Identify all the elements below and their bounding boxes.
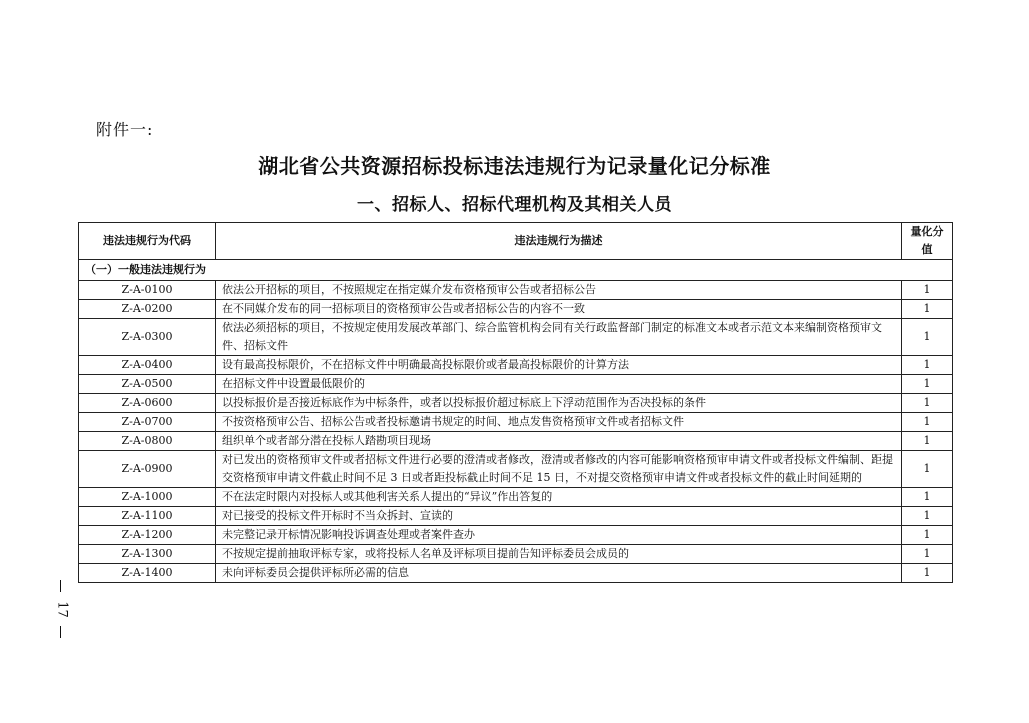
table-row (79, 451, 953, 488)
category-row (79, 260, 953, 281)
table-row (79, 526, 953, 545)
row-score: 1 (902, 564, 953, 583)
row-score: 1 (902, 356, 953, 375)
row-score: 1 (902, 488, 953, 507)
page-dash (60, 626, 61, 638)
row-code: Z-A-0200 (79, 300, 216, 319)
table-row (79, 281, 953, 300)
row-code: Z-A-0900 (79, 451, 216, 488)
row-description: 未向评标委员会提供评标所必需的信息 (216, 564, 902, 583)
row-description: 以投标报价是否接近标底作为中标条件，或者以投标报价超过标底上下浮动范围作为否决投标的条件 (216, 394, 902, 413)
row-code: Z-A-1100 (79, 507, 216, 526)
table-row (79, 319, 953, 356)
row-score: 1 (902, 451, 953, 488)
row-description: 不按规定提前抽取评标专家，或将投标人名单及评标项目提前告知评标委员会成员的 (216, 545, 902, 564)
table-row (79, 413, 953, 432)
header-description: 违法违规行为描述 (216, 223, 902, 260)
row-score: 1 (902, 432, 953, 451)
table-row (79, 356, 953, 375)
row-code: Z-A-0800 (79, 432, 216, 451)
row-description: 设有最高投标限价，不在招标文件中明确最高投标限价或者最高投标限价的计算方法 (216, 356, 902, 375)
row-description: 未完整记录开标情况影响投诉调查处理或者案件查办 (216, 526, 902, 545)
header-code: 违法违规行为代码 (79, 223, 216, 260)
row-score: 1 (902, 300, 953, 319)
row-code: Z-A-0700 (79, 413, 216, 432)
row-description: 不在法定时限内对投标人或其他利害关系人提出的“异议”作出答复的 (216, 488, 902, 507)
page-number: 17 (54, 601, 70, 618)
category-label: （一）一般违法违规行为 (79, 260, 953, 281)
page-number-marker (52, 580, 72, 640)
row-description: 在招标文件中设置最低限价的 (216, 375, 902, 394)
row-code: Z-A-1300 (79, 545, 216, 564)
row-score: 1 (902, 507, 953, 526)
table-row (79, 507, 953, 526)
row-description: 对已发出的资格预审文件或者招标文件进行必要的澄清或者修改，澄清或者修改的内容可能影响资格预审申请文件或者投标文件编制、距提交资格预审申请文件截止时间不足 3 日或者距投标截止时间不足 15 日，不对提交资格预审申请文件或者投标文件的截止时间延期的 (216, 451, 902, 488)
row-code: Z-A-0100 (79, 281, 216, 300)
row-score: 1 (902, 526, 953, 545)
section-title: 一、招标人、招标代理机构及其相关人员 (357, 195, 672, 215)
row-code: Z-A-0300 (79, 319, 216, 356)
row-score: 1 (902, 394, 953, 413)
row-code: Z-A-0600 (79, 394, 216, 413)
row-score: 1 (902, 545, 953, 564)
row-score: 1 (902, 375, 953, 394)
table-row (79, 300, 953, 319)
attachment-label: 附件一: (96, 120, 154, 139)
row-description: 组织单个或者部分潜在投标人踏勘项目现场 (216, 432, 902, 451)
table-row (79, 375, 953, 394)
row-code: Z-A-1200 (79, 526, 216, 545)
row-description: 依法公开招标的项目，不按照规定在指定媒介发布资格预审公告或者招标公告 (216, 281, 902, 300)
table-row (79, 432, 953, 451)
row-description: 对已接受的投标文件开标时不当众拆封、宣读的 (216, 507, 902, 526)
row-score: 1 (902, 413, 953, 432)
row-code: Z-A-1000 (79, 488, 216, 507)
row-description: 依法必须招标的项目，不按规定使用发展改革部门、综合监管机构会同有关行政监督部门制定的标准文本或者示范文本来编制资格预审文件、招标文件 (216, 319, 902, 356)
table-row (79, 545, 953, 564)
document-title: 湖北省公共资源招标投标违法违规行为记录量化记分标准 (258, 154, 771, 178)
row-code: Z-A-0500 (79, 375, 216, 394)
table-row (79, 394, 953, 413)
header-score: 量化分值 (902, 223, 953, 260)
table-header-row (79, 223, 953, 260)
row-score: 1 (902, 281, 953, 300)
row-description: 不按资格预审公告、招标公告或者投标邀请书规定的时间、地点发售资格预审文件或者招标文件 (216, 413, 902, 432)
row-score: 1 (902, 319, 953, 356)
row-description: 在不同媒介发布的同一招标项目的资格预审公告或者招标公告的内容不一致 (216, 300, 902, 319)
violation-standards-table (78, 222, 953, 583)
row-code: Z-A-0400 (79, 356, 216, 375)
table-row (79, 488, 953, 507)
page-dash (60, 580, 61, 592)
row-code: Z-A-1400 (79, 564, 216, 583)
table-row (79, 564, 953, 583)
